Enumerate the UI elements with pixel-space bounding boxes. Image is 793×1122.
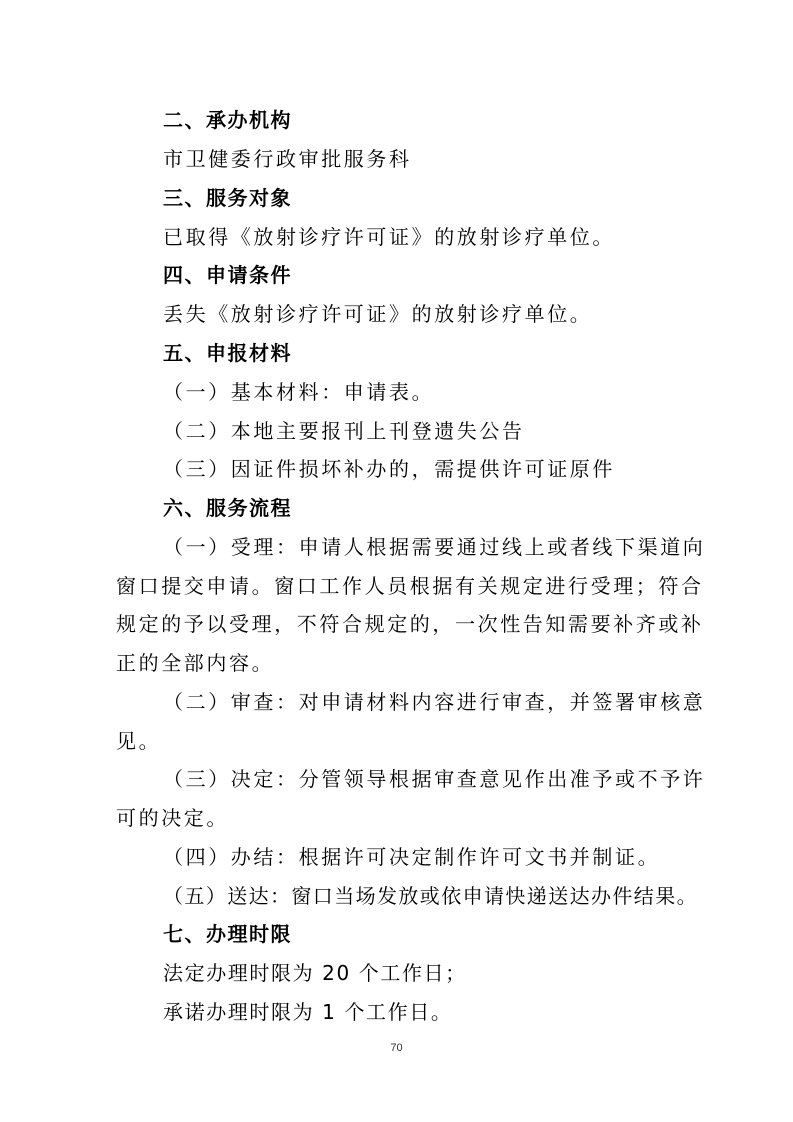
- section-body-conditions: 丢失《放射诊疗许可证》的放射诊疗单位。: [163, 302, 593, 326]
- time-limit-promised: 承诺办理时限为 1 个工作日。: [163, 1000, 453, 1024]
- section-heading-process: 六、服务流程: [163, 496, 292, 520]
- section-body-organization: 市卫健委行政审批服务科: [163, 147, 412, 171]
- section-heading-service-target: 三、服务对象: [163, 186, 292, 210]
- materials-item: （一）基本材料：申请表。: [163, 380, 435, 404]
- materials-item: （二）本地主要报刊上刊登遗失公告: [163, 419, 525, 443]
- page-number: 70: [390, 1042, 403, 1054]
- time-limit-statutory: 法定办理时限为 20 个工作日；: [163, 961, 467, 985]
- process-acceptance-line: 规定的予以受理，不符合规定的，一次性告知需要补齐或补: [116, 612, 704, 636]
- process-completion-line: （四）办结：根据许可决定制作许可文书并制证。: [163, 845, 661, 869]
- section-heading-conditions: 四、申请条件: [163, 263, 292, 287]
- materials-item: （三）因证件损坏补办的，需提供许可证原件: [163, 457, 615, 481]
- process-acceptance-line: 窗口提交申请。窗口工作人员根据有关规定进行受理；符合: [116, 574, 704, 598]
- section-heading-materials: 五、申报材料: [163, 341, 292, 365]
- process-acceptance-line: 正的全部内容。: [116, 651, 275, 675]
- process-acceptance-line: （一）受理：申请人根据需要通过线上或者线下渠道向: [163, 535, 706, 559]
- process-delivery-line: （五）送达：窗口当场发放或依申请快递送达办件结果。: [163, 884, 698, 908]
- process-decision-line: （三）决定：分管领导根据审查意见作出准予或不予许: [163, 767, 706, 791]
- process-review-line: （二）审查：对申请材料内容进行审查，并签署审核意: [163, 690, 706, 714]
- section-heading-organization: 二、承办机构: [163, 108, 292, 132]
- section-heading-time-limit: 七、办理时限: [163, 922, 292, 946]
- process-decision-line: 可的决定。: [116, 806, 229, 830]
- process-review-line: 见。: [116, 729, 162, 753]
- section-body-service-target: 已取得《放射诊疗许可证》的放射诊疗单位。: [163, 225, 615, 249]
